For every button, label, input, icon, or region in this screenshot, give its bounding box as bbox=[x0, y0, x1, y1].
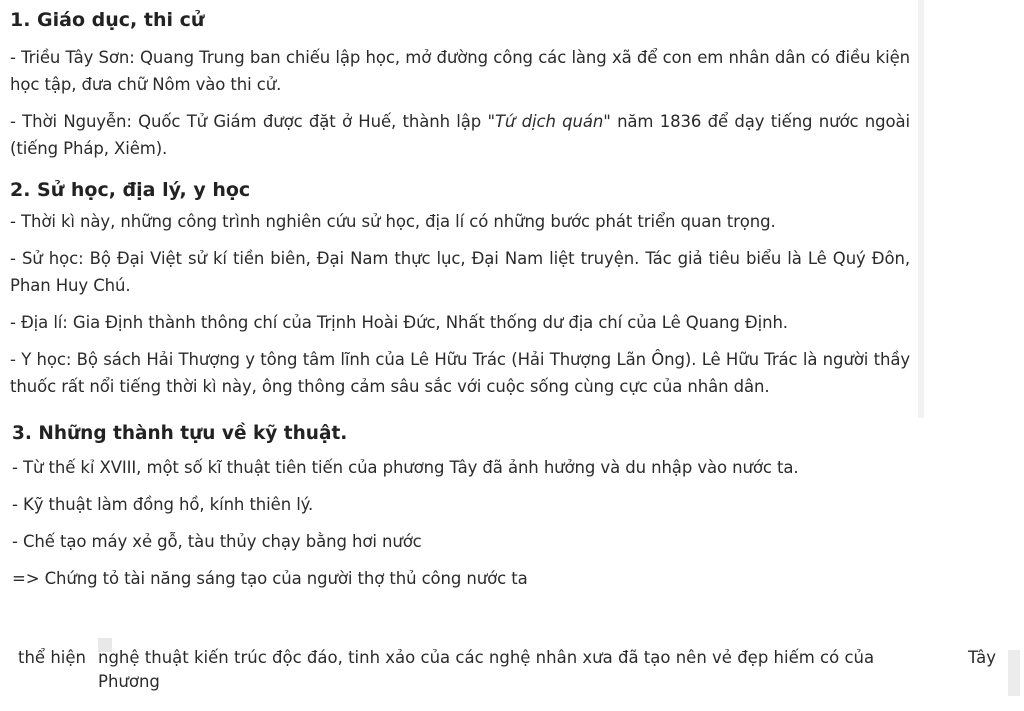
scrollbar-track bbox=[918, 0, 924, 418]
heading-education: 1. Giáo dục, thi cử bbox=[10, 9, 205, 31]
spacer bbox=[10, 299, 910, 309]
spacer bbox=[10, 336, 910, 346]
spacer bbox=[12, 555, 912, 565]
paragraph-clock-telescope: - Kỹ thuật làm đồng hồ, kính thiên lý. bbox=[12, 495, 314, 514]
text-fragment: " năm 1836 để dạy tiếng nước ngoài (tiếng Pháp, Xiêm). bbox=[10, 112, 910, 158]
paragraph-geography-works: - Địa lí: Gia Định thành thông chí của Trịnh Hoài Đức, Nhất thống dư địa chí của Lê Quang Định. bbox=[10, 313, 788, 332]
section-technology bbox=[12, 420, 912, 592]
section-education-history bbox=[10, 6, 910, 400]
spacer bbox=[10, 235, 910, 245]
text-fragment: - Thời Nguyễn: Quốc Tử Giám được đặt ở Huế, thành lập " bbox=[10, 112, 495, 131]
heading-history-geography-medicine: 2. Sử học, địa lý, y học bbox=[10, 179, 251, 201]
paragraph-research-overview: - Thời kì này, những công trình nghiên cứu sử học, địa lí có những bước phát triển quan trọng. bbox=[10, 212, 776, 231]
paragraph-western-influence: - Từ thế kỉ XVIII, một số kĩ thuật tiên tiến của phương Tây đã ảnh hưởng và du nhập vào nước ta. bbox=[12, 458, 799, 477]
paragraph-history-works: - Sử học: Bộ Đại Việt sử kí tiền biên, Đại Nam thực lục, Đại Nam liệt truyện. Tác giả tiêu biểu là Lê Quý Đôn, Phan Huy Chú. bbox=[10, 249, 910, 295]
spacer bbox=[10, 162, 910, 176]
caption-middle-text: nghệ thuật kiến trúc độc đáo, tinh xảo của các nghệ nhân xưa đã tạo nên vẻ đẹp hiếm có của Phương bbox=[98, 648, 875, 691]
heading-technology: 3. Những thành tựu về kỹ thuật. bbox=[12, 423, 348, 444]
caption-row bbox=[0, 644, 1024, 704]
caption-left-text: thể hiện bbox=[18, 648, 86, 667]
paragraph-nguyen-education bbox=[10, 108, 910, 162]
paragraph-tay-son-education: - Triều Tây Sơn: Quang Trung ban chiếu lập học, mở đường công các làng xã để con em nhân dân có điều kiện học tập, đưa chữ Nôm vào thi cử. bbox=[10, 48, 910, 94]
caption-right-bar bbox=[1008, 650, 1020, 696]
caption-right-text: Tây bbox=[968, 648, 997, 667]
spacer bbox=[10, 98, 910, 108]
spacer bbox=[10, 34, 910, 44]
paragraph-medicine-works: - Y học: Bộ sách Hải Thượng y tông tâm lĩnh của Lê Hữu Trác (Hải Thượng Lãn Ông). Lê Hữu Trác là người thầy thuốc rất nổi tiếng thời kì này, ông thông cảm sâu sắc với cuộc sống cùng cực của nhân dân. bbox=[10, 350, 910, 396]
spacer bbox=[12, 518, 912, 528]
paragraph-sawmill-steamship: - Chế tạo máy xẻ gỗ, tàu thủy chạy bằng hơi nước bbox=[12, 532, 422, 551]
paragraph-conclusion: => Chứng tỏ tài năng sáng tạo của người thợ thủ công nước ta bbox=[12, 569, 528, 588]
spacer bbox=[12, 481, 912, 491]
italic-term: Tứ dịch quán bbox=[494, 112, 604, 131]
